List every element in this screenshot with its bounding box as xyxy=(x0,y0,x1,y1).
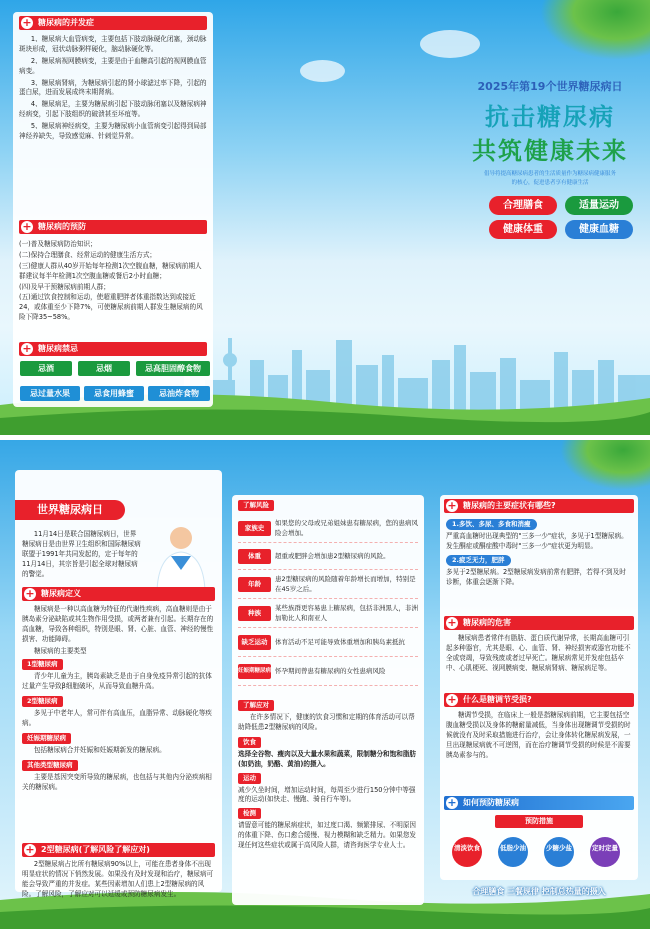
cover-subtitle-1: 倡导将提高糖尿病患者的生活质量作为糖尿病健康服务 xyxy=(483,171,616,177)
cover-title-line2: 共筑健康未来 xyxy=(472,137,628,165)
types-heading: 糖尿病的主要类型 xyxy=(33,646,87,655)
plus-cross-icon: + xyxy=(22,342,32,355)
symptoms-title-bar xyxy=(444,499,634,513)
check-label: 检测 xyxy=(238,808,261,819)
taboo-no-fried: 忌油炸食物 xyxy=(148,386,210,401)
plus-cross-icon: + xyxy=(25,587,35,600)
type-label: 妊娠期糖尿病 xyxy=(22,733,71,744)
complications-list xyxy=(19,35,207,142)
prevention-list xyxy=(19,240,207,324)
pill-balanced-diet: 合理膳食 xyxy=(489,196,557,215)
symptoms-content xyxy=(446,517,632,589)
plus-cross-icon: + xyxy=(25,843,35,856)
measures-label: 预防措施 xyxy=(495,815,583,828)
risk-text: 怀孕期间曾患有糖尿病的女性患病风险 xyxy=(275,666,386,675)
type2-title-bar xyxy=(22,843,215,857)
cloud-decoration xyxy=(300,60,345,82)
response-heading: 了解应对 xyxy=(238,700,274,711)
prevention-title: 糖尿病的预防 xyxy=(38,222,86,231)
complications-title-bar xyxy=(19,16,207,30)
taboo-no-excess-fruit: 忌过量水果 xyxy=(20,386,80,401)
check-text: 请留意可能的糖尿病症状，如过度口渴、频繁排尿、不明原因的体重下降、伤口愈合缓慢、视力模糊和缺乏精力。如果您发现任何这些症状或属于高风险人群，请咨询医学专业人士。 xyxy=(238,821,417,850)
pill-healthy-glucose: 健康血糖 xyxy=(565,220,633,239)
type-text: 主要是基因突变所导致的糖尿病，也包括与其他内分泌疾病相关的糖尿病。 xyxy=(22,772,212,791)
resistance-text: 糖调节受损，在临床上一般是指糖尿病前期，它主要包括空腹血糖受损以及身体的糖耐量减低，当身体出现糖调节受损的时候就没有及时采取措施进行治疗，会让身体转化糖尿病发展，一旦出现糖尿病就不可逆图，而在治疗糖调节受损的时候是不需要胰岛素参与的。 xyxy=(446,711,631,759)
prevent-bottom-line: 合理膳食 三餐规律 控制总热量的摄入 xyxy=(472,887,606,896)
taboo-no-alcohol: 忌酒 xyxy=(20,361,72,376)
definition-content xyxy=(22,605,215,795)
risks-heading: 了解风险 xyxy=(238,500,274,511)
risk-tag: 种族 xyxy=(238,606,271,621)
type-text: 包括糖尿病合并妊娠和妊娠期新发的糖尿病。 xyxy=(33,746,166,755)
type-label: 2型糖尿病 xyxy=(22,696,63,707)
risk-text: 体育活动不足可能导致体重增加和胰岛素抵抗 xyxy=(275,637,405,646)
type-text: 多见于中老年人，常可伴有高血压，血脂异常、动脉硬化等疾病。 xyxy=(22,709,212,728)
symptom-badge: 1.多饮、多尿、多食和消瘦 xyxy=(446,519,537,530)
risk-tag: 缺乏运动 xyxy=(238,635,271,650)
risk-row xyxy=(238,600,418,628)
symptoms-title: 糖尿病的主要症状有哪些? xyxy=(463,501,556,510)
complication-item: 1、糖尿病大血管病变，主要包括下肢动脉硬化闭塞，颈动脉斑块形成，冠状动脉粥样硬化，脑动脉硬化等。 xyxy=(19,35,207,53)
world-day-figure xyxy=(147,520,215,590)
leaves-decoration xyxy=(540,0,650,60)
prevention-item: (二)保持合理膳食、经常运动的健康生活方式； xyxy=(19,250,157,259)
cover-sheet xyxy=(0,0,650,435)
prevention-item: (三)健康人群从40岁开始每年检测1次空腹血糖，糖尿病前期人群建议每半年检测1次空腹血糖或餐后2小时血糖； xyxy=(19,261,202,280)
taboo-no-cholesterol: 忌高胆固醇食物 xyxy=(136,361,210,376)
type2-title: 2型糖尿病(了解风险了解应对) xyxy=(41,845,150,854)
prevention-item: (五)通过饮食控制和运动，使超重肥胖者体重指数达到或接近24，或体重至少下降7%，可使糖尿病前期人群发生糖尿病的风险下降35~58%。 xyxy=(19,293,203,322)
cloud-decoration xyxy=(420,30,480,58)
prevention-item: (四)及早干预糖尿病前期人群； xyxy=(19,282,110,291)
risk-list xyxy=(238,515,418,690)
column-3-panel xyxy=(440,495,638,880)
complication-item: 5、糖尿病神经病变，主要为糖尿病小血管病变引起得到局部神经养缺失，导致感觉麻、针刺觉异常。 xyxy=(19,122,207,141)
risk-tag: 家族史 xyxy=(238,521,271,536)
how-prevent-title: 如何预防糖尿病 xyxy=(463,798,519,807)
definition-title: 糖尿病定义 xyxy=(41,589,81,598)
prevention-item: (一)普及糖尿病防治知识； xyxy=(19,240,97,248)
taboos-title: 糖尿病禁忌 xyxy=(38,344,78,353)
response-block xyxy=(238,698,418,852)
column-2-panel xyxy=(232,495,424,905)
symptom-badge: 2.疲乏无力，肥胖 xyxy=(446,555,511,566)
type-label: 1型糖尿病 xyxy=(22,659,63,670)
definition-text: 糖尿病是一种以高血糖为特征的代谢性疾病，高血糖则是由于胰岛素分泌缺陷或其生物作用受损，或两者兼有引起。长期存在的高血糖，导致各种组织，特别是眼、肾、心脏、血管、神经的慢性损害、功能障碍。 xyxy=(22,605,214,643)
complication-item: 2、糖尿病视网膜病变，主要是由于血糖高引起的视网膜血管病变。 xyxy=(19,56,207,75)
harm-title-bar xyxy=(444,616,634,630)
prevention-title-bar xyxy=(19,220,207,234)
inner-sheet xyxy=(0,440,650,929)
risk-text: 超重或肥胖会增加患2型糖尿病的风险。 xyxy=(275,551,390,560)
harm-title: 糖尿病的危害 xyxy=(463,618,511,627)
taboo-no-honey: 忌食用蜂蜜 xyxy=(84,386,144,401)
plus-cross-icon: + xyxy=(447,499,457,512)
risk-text: 某些族群更容易患上糖尿病，包括非洲黑人，非洲加勒比人和南亚人 xyxy=(275,604,418,622)
type-label: 其他类型糖尿病 xyxy=(22,760,78,771)
type2-text: 2型糖尿病占比所有糖尿病90%以上，可能在患者身体不出现明显症状的情况下悄然发展。如果没有及时发现和治疗，糖尿病可能会导致严重的并发症。某些因素增加人们患上2型糖尿病的风险。了解风险，了解应对可以延缓或预防糖尿病发生。 xyxy=(22,860,214,898)
risk-row xyxy=(238,515,418,543)
diet-text: 选择全谷物、瘦肉以及大量水果和蔬菜，限制糖分和饱和脂肪(如奶油，奶酪、黄油)的摄入。 xyxy=(238,749,417,768)
risk-tag: 年龄 xyxy=(238,577,271,592)
world-day-title: 世界糖尿病日 xyxy=(15,500,125,520)
how-prevent-title-bar xyxy=(444,796,634,810)
prevent-circle: 低脂少油 xyxy=(498,837,528,867)
doctor-illustration-icon xyxy=(147,520,215,590)
world-day-text: 11月14日是联合国糖尿病日，世界糖尿病日是由世界卫生组织和国际糖尿病联盟于1991年共同发起的，定于每年的11月14日，其宗旨是引起全球对糖尿病的警觉。 xyxy=(22,530,141,578)
risk-row xyxy=(238,658,418,686)
cover-title-line1: 抗击糖尿病 xyxy=(485,103,615,131)
definition-title-bar xyxy=(22,587,215,601)
resistance-title-bar xyxy=(444,693,634,707)
taboos-title-bar xyxy=(19,342,207,356)
taboo-no-smoking: 忌烟 xyxy=(78,361,130,376)
risk-tag: 体重 xyxy=(238,549,271,564)
risk-row xyxy=(238,571,418,599)
pill-healthy-weight: 健康体重 xyxy=(489,220,557,239)
pill-moderate-exercise: 适量运动 xyxy=(565,196,633,215)
complication-item: 4、糖尿病足，主要为糖尿病引起下肢动脉闭塞以及糖尿病神经病变，引起下肢组织的破溃甚至坏疽等。 xyxy=(19,100,207,119)
prevent-circle: 少糖少盐 xyxy=(544,837,574,867)
left-panel xyxy=(13,12,213,407)
risk-tag: 妊娠期糖尿病 xyxy=(238,664,271,679)
harm-text: 糖尿病患者常伴有脂肪、蛋白质代谢异常，长期高血糖可引起多种器官，尤其是眼、心、血管、肾、神经损害或器官功能不全或衰竭，导致残废或者过早死亡。糖尿病常见并发症包括卒中、心肌梗死、视网膜病变、糖尿病肾病、糖尿病足等。 xyxy=(446,634,631,672)
symptom-text: 多见于2型糖尿病。2型糖尿病发病前常有肥胖，若得不到及时诊断，体重会逐渐下降。 xyxy=(446,567,626,586)
plus-cross-icon: + xyxy=(447,616,457,629)
complications-title: 糖尿病的并发症 xyxy=(38,18,94,27)
prevent-circle: 定时定量 xyxy=(590,837,620,867)
risk-row xyxy=(238,544,418,570)
leaves-decoration xyxy=(560,440,650,490)
diet-label: 饮食 xyxy=(238,737,261,748)
risk-text: 患2型糖尿病的风险随着年龄增长而增加，特别是在45岁之后。 xyxy=(275,575,416,593)
complication-item: 3、糖尿病肾病，为糖尿病引起的肾小球滤过率下降，引起的蛋白尿，进而发展成终末期肾病。 xyxy=(19,78,207,97)
cover-subtitle-2: 的核心，促进患者享有健康生活 xyxy=(511,180,589,186)
column-1-panel xyxy=(15,470,222,898)
type-text: 青少年儿童为主，胰岛素缺乏是由于自身免疫异常引起的抗体过量产生导致β细胞破坏，从而导致血糖升高。 xyxy=(22,672,212,691)
plus-cross-icon: + xyxy=(22,220,32,233)
symptom-text: 严重高血糖时出现典型的"三多一少"症状，多见于1型糖尿病。发生酮症或酮症酸中毒时"三多一少"症状更为明显。 xyxy=(446,532,628,550)
risk-row xyxy=(238,629,418,657)
sport-label: 运动 xyxy=(238,773,261,784)
resistance-title: 什么是糖调节受损? xyxy=(463,695,532,704)
plus-cross-icon: + xyxy=(22,16,32,29)
plus-cross-icon: + xyxy=(447,693,457,706)
plus-cross-icon: + xyxy=(447,796,457,809)
response-intro: 在许多情况下，健康的饮食习惯和定期的体育活动可以帮助降低患2型糖尿病的风险。 xyxy=(238,713,415,731)
prevent-circle: 清淡饮食 xyxy=(452,837,482,867)
risk-text: 如果您的父母或兄弟姐妹患有糖尿病，您的患病风险会增加。 xyxy=(275,519,418,537)
cover-year-line: 2025年第19个世界糖尿病日 xyxy=(477,80,623,93)
sport-text: 减少久坐时间，增加运动时间，每周至少进行150分钟中等强度的运动(如快走、慢跑、骑自行车等)。 xyxy=(238,785,416,804)
